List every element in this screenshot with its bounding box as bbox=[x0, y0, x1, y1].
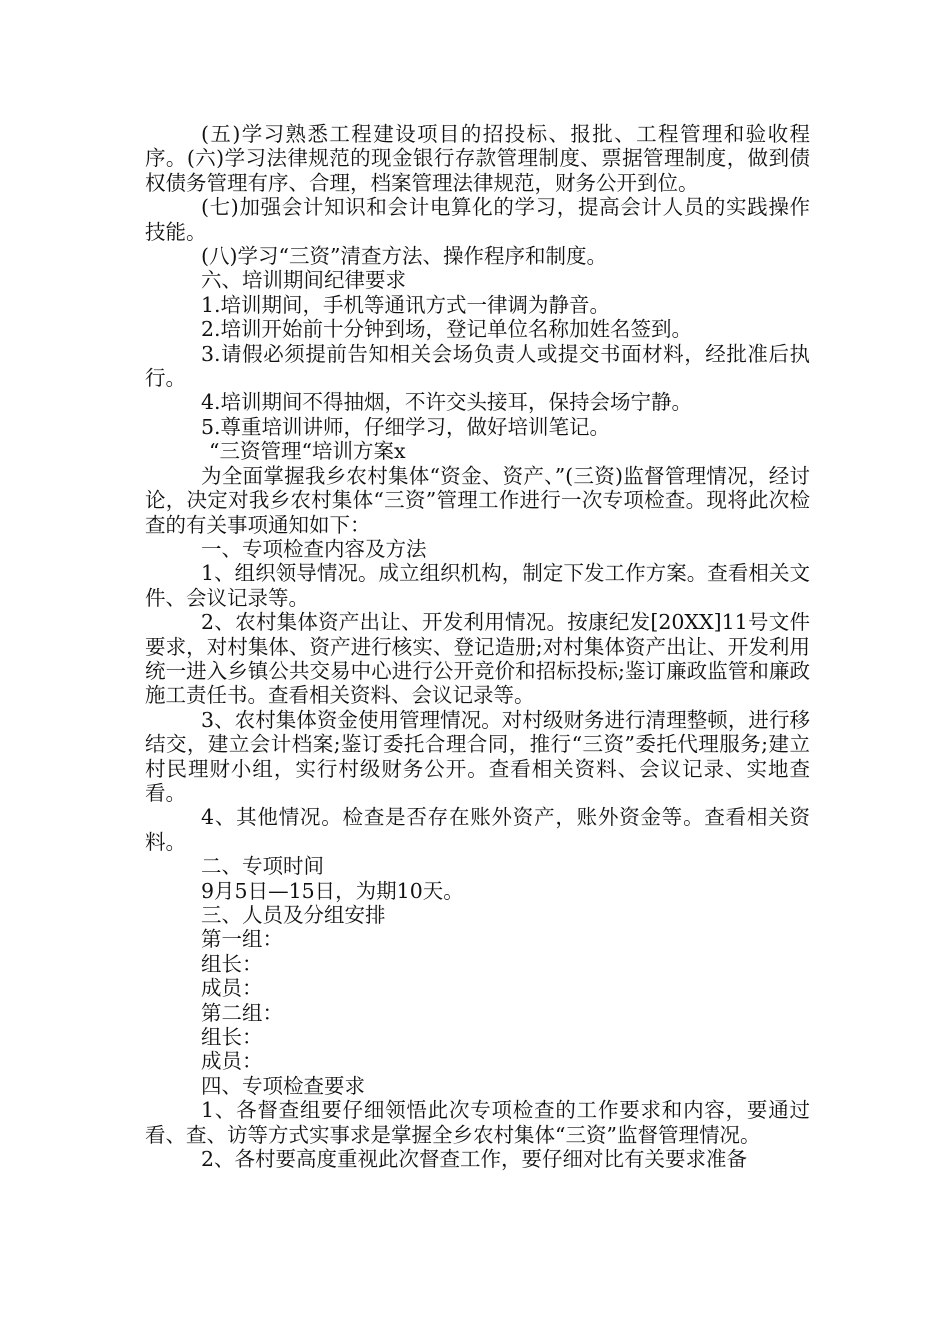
paragraph-study-bidding: (五)学习熟悉工程建设项目的招投标、报批、工程管理和验收程序。(六)学习法律规范的现金银行存款管理制度、票据管理制度，做到债权债务管理有序、合理，档案管理法律规范，财务公开到位。 bbox=[145, 122, 810, 195]
list-item-discipline-3: 3.请假必须提前告知相关会场负责人或提交书面材料，经批准后执行。 bbox=[145, 341, 810, 391]
section-heading-discipline: 六、培训期间纪律要求 bbox=[201, 268, 406, 293]
section-heading-time: 二、专项时间 bbox=[201, 854, 324, 879]
section-heading-personnel: 三、人员及分组安排 bbox=[201, 903, 386, 927]
section-heading-requirements: 四、专项检查要求 bbox=[201, 1073, 365, 1098]
paragraph-accounting-skills: (七)加强会计知识和会计电算化的学习，提高会计人员的实践操作技能。 bbox=[145, 195, 810, 244]
group-one-leader: 组长： bbox=[201, 951, 263, 976]
list-item-discipline-4: 4.培训期间不得抽烟，不许交头接耳，保持会场宁静。 bbox=[201, 390, 693, 415]
group-two-label: 第二组： bbox=[201, 1000, 283, 1025]
group-two-members: 成员： bbox=[201, 1049, 263, 1074]
list-item-content-3: 3、农村集体资金使用管理情况。对村级财务进行清理整顿，进行移结交，建立会计档案;鉴订委托合理合同，推行“三资”委托代理服务;建立村民理财小组，实行村级财务公开。查看相关资料、会议记录、实地查看。 bbox=[145, 707, 810, 805]
group-two-leader: 组长： bbox=[201, 1025, 263, 1050]
list-item-requirement-1: 1、各督查组要仔细领悟此次专项检查的工作要求和内容，要通过看、查、访等方式实事求是掌握全乡农村集体“三资”监督管理情况。 bbox=[145, 1098, 810, 1147]
paragraph-time: 9月5日—15日，为期10天。 bbox=[201, 878, 464, 903]
group-one-label: 第一组： bbox=[201, 927, 283, 952]
list-item-content-1: 1、组织领导情况。成立组织机构，制定下发工作方案。查看相关文件、会议记录等。 bbox=[145, 561, 810, 610]
document-body bbox=[145, 122, 810, 1171]
document-title: “三资管理“培训方案x bbox=[209, 439, 406, 464]
list-item-discipline-5: 5.尊重培训讲师，仔细学习，做好培训笔记。 bbox=[201, 414, 611, 439]
list-item-content-2: 2、农村集体资产出让、开发利用情况。按康纪发[20XX]11号文件要求，对村集体、资产进行核实、登记造册;对村集体资产出让、开发利用统一进入乡镇公共交易中心进行公开竞价和招标投标;鉴订廉政监管和廉政施工责任书。查看相关资料、会议记录等。 bbox=[145, 610, 810, 708]
list-item-discipline-2: 2.培训开始前十分钟到场，登记单位名称加姓名签到。 bbox=[201, 317, 693, 342]
paragraph-intro: 为全面掌握我乡农村集体“资金、资产、”(三资)监督管理情况，经讨论，决定对我乡农村集体“三资”管理工作进行一次专项检查。现将此次检查的有关事项通知如下： bbox=[145, 463, 810, 537]
paragraph-three-assets-methods: (八)学习“三资”清查方法、操作程序和制度。 bbox=[201, 244, 607, 269]
section-heading-content: 一、专项检查内容及方法 bbox=[201, 536, 427, 561]
list-item-requirement-2: 2、各村要高度重视此次督查工作，要仔细对比有关要求准备 bbox=[201, 1147, 748, 1172]
list-item-discipline-1: 1.培训期间，手机等通讯方式一律调为静音。 bbox=[201, 292, 611, 317]
list-item-content-4: 4、其他情况。检查是否存在账外资产，账外资金等。查看相关资料。 bbox=[145, 805, 810, 854]
group-one-members: 成员： bbox=[201, 976, 263, 1001]
